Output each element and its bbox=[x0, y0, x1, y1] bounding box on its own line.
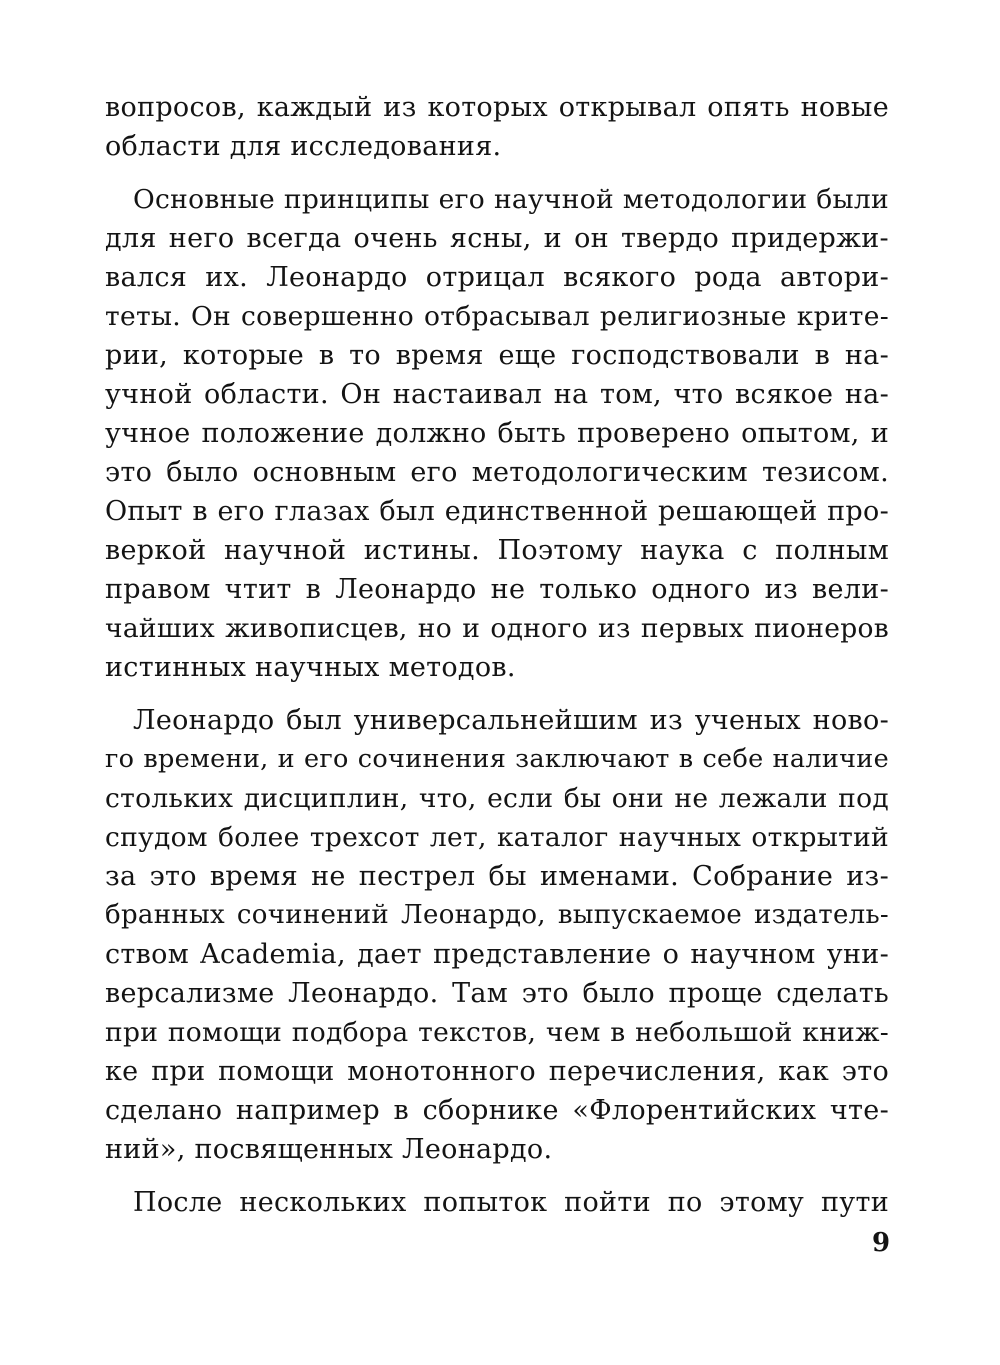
text-line: го времени, и его сочинения заключают в себе наличие bbox=[105, 744, 889, 774]
page-number: 9 bbox=[872, 1228, 891, 1258]
text-line: После нескольких попыток пойти по этому пути bbox=[133, 1187, 889, 1218]
text-line: Опыт в его глазах был единственной решающей про- bbox=[105, 496, 889, 527]
text-line: версализме Леонардо. Там это было проще сделать bbox=[105, 978, 889, 1009]
text-line: теты. Он совершенно отбрасывал религиозные крите- bbox=[105, 301, 889, 332]
text-line: правом чтит в Леонардо не только одного из вели- bbox=[105, 574, 889, 605]
text-line: Леонардо был универсальнейшим из ученых ново- bbox=[133, 705, 889, 736]
text-line: бранных сочинений Леонардо, выпускаемое издатель- bbox=[105, 900, 889, 930]
body-text bbox=[105, 88, 889, 1236]
text-line: учное положение должно быть проверено опытом, и bbox=[105, 418, 889, 449]
paragraph-3 bbox=[105, 701, 889, 1169]
text-line: веркой научной истины. Поэтому наука с полным bbox=[105, 535, 889, 566]
text-line: для него всегда очень ясны, и он твердо придержи- bbox=[105, 223, 889, 254]
text-line: чайших живописцев, но и одного из первых пионеров bbox=[105, 613, 889, 644]
text-line: ке при помощи монотонного перечисления, как это bbox=[105, 1056, 889, 1087]
paragraph-1 bbox=[105, 88, 889, 166]
text-line: истинных научных методов. bbox=[105, 652, 516, 683]
text-line: Основные принципы его научной методологии были bbox=[133, 184, 889, 215]
text-line: учной области. Он настаивал на том, что всякое на- bbox=[105, 379, 889, 410]
text-line: рии, которые в то время еще господствовали в на- bbox=[105, 340, 889, 371]
text-line: вался их. Леонардо отрицал всякого рода автори- bbox=[105, 262, 889, 293]
text-line: это было основным его методологическим тезисом. bbox=[105, 457, 889, 488]
text-line: стольких дисциплин, что, если бы они не лежали под bbox=[105, 783, 889, 814]
paragraph-2 bbox=[105, 180, 889, 687]
text-line: вопросов, каждый из которых открывал опять новые bbox=[105, 92, 889, 123]
text-line: при помощи подбора текстов, чем в небольшой книж- bbox=[105, 1017, 889, 1048]
text-line: спудом более трехсот лет, каталог научных открытий bbox=[105, 822, 889, 853]
text-line: области для исследования. bbox=[105, 131, 502, 162]
text-line: ством Academia, дает представление о научном уни- bbox=[105, 939, 889, 970]
paragraph-4 bbox=[105, 1183, 889, 1222]
text-line: за это время не пестрел бы именами. Собрание из- bbox=[105, 861, 889, 892]
text-line: ний», посвященных Леонардо. bbox=[105, 1134, 553, 1165]
text-line: сделано например в сборнике «Флорентийских чте- bbox=[105, 1095, 889, 1126]
